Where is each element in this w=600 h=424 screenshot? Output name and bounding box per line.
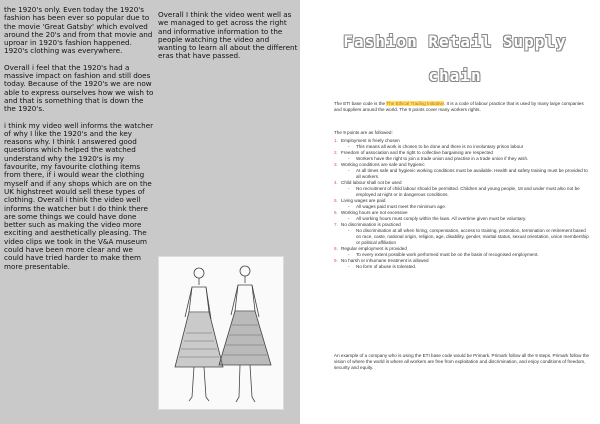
list-item xyxy=(334,138,592,150)
outro-paragraph: An example of a company who is using the ETI base code would be Primark. Primark follow all the 9 steps. Primark follow the vision of where the world is where all workers are free from exploitation and discrimination, and enjoy conditions of freedom, security and equity. xyxy=(334,353,590,370)
eti-link[interactable]: The Ethical Trading Initiative xyxy=(386,101,444,106)
point-title: No harsh or inhumane treatment is allowed xyxy=(341,258,429,263)
list-item xyxy=(334,210,592,222)
point-number: 7. xyxy=(334,222,338,227)
point-number: 1. xyxy=(334,138,338,143)
paragraph: Overall I think the video went well as we managed to get across the right and informative information to the people watching the video and wanting to learn all about the different eras that have passed. xyxy=(158,10,298,61)
point-title: Regular employment is provided xyxy=(341,246,407,251)
list-item xyxy=(334,180,592,198)
page-title: Fashion Retail Supply chain xyxy=(343,32,567,85)
point-detail: - No form of abuse is tolerated. xyxy=(334,264,592,270)
fashion-sketch-image xyxy=(158,256,284,410)
point-number: 5. xyxy=(334,198,338,203)
paragraph: Overall i feel that the 1920's had a massive impact on fashion and still does today. Because of the 1920's we are now able to express ourselves how we wish to and that is something that is down the the 1920's. xyxy=(4,62,154,114)
list-item xyxy=(334,258,592,270)
point-detail: - No discrimination at all when hiring, compensation, access to training, promotion, termination or retirement based on race, caste, national origin, religion, age, disability, gender, marital status, sexual orientation, union membership or political affiliation xyxy=(334,228,592,246)
left-column-2 xyxy=(158,11,298,69)
point-number: 2. xyxy=(334,150,338,155)
intro-text-before: The ETI base code is the xyxy=(334,101,387,106)
point-detail: - At all times safe and hygienic working conditions must be available. Health and safety training must be provided to all workers. xyxy=(334,168,592,180)
point-number: 6. xyxy=(334,210,338,215)
paragraph: the 1920's only. Even today the 1920's fashion has been ever so popular due to the movie 'Great Gatsby' which evolved around the 20's and from that movie and uproar in 1920's fashion happened. 1920's clothing was everywhere. xyxy=(4,5,153,56)
intro-text-after: . It is a code of labour practice that is used by many large companies and suppliers around the world. The 9 points cover many workers rights. xyxy=(334,101,584,112)
point-number: 8. xyxy=(334,246,338,251)
point-detail: - This means all work is chosen to be done and there is no involuntary prison labour xyxy=(334,144,592,150)
point-detail: - All working hours must comply within the laws. All overtime given must be voluntary. xyxy=(334,216,592,222)
point-detail: - No recruitment of child labour should be permitted. Children and young people, 18 and under must also not be employed at night or in dangerous conditions. xyxy=(334,186,592,198)
list-item xyxy=(334,162,592,180)
point-detail: - All wages paid must meet the minimum age. xyxy=(334,204,592,210)
intro-paragraph xyxy=(334,101,592,113)
list-item xyxy=(334,150,592,162)
paragraph: i think my video well informs the watcher of why I like the 1920's and the key reasons why. I think I answered good questions which helped the watched understand why the 1920's is my favourite, my favourite clothing items from there, if i would wear the clothing myself and if any shops which are on the UK highstreet would sell these types of clothing. Overall i think the video well informs the watcher but I do think there are some things we could have done better such as making the video more exciting and aesthetically pleasing. The video clips we took in the V&A museum could have been more clear and we could have tried harder to make them more presentable. xyxy=(4,120,154,271)
point-title: Child labour shall not be used xyxy=(341,180,402,185)
point-title: Living wages are paid xyxy=(341,198,386,203)
point-number: 9. xyxy=(334,258,338,263)
list-item xyxy=(334,246,592,258)
point-title: No discrimination is practiced xyxy=(341,222,401,227)
point-number: 4. xyxy=(334,180,338,185)
point-title: Working conditions are safe and hygienic xyxy=(341,162,425,167)
points-heading: The 9 points are as followed: xyxy=(334,130,393,135)
point-number: 3. xyxy=(334,162,338,167)
point-title: Freedom of association and the right to collective bargaining are respected xyxy=(341,150,493,155)
eti-points-list xyxy=(334,138,592,270)
point-title: Employment is freely chosen xyxy=(341,138,400,143)
list-item xyxy=(334,222,592,246)
point-detail: - Workers have the right to join a trade union and practise in a trade union if they wish. xyxy=(334,156,592,162)
list-item xyxy=(334,198,592,210)
point-detail: - To every extent possible work performed must be on the basis of recognised employment. xyxy=(334,252,592,258)
point-title: Working hours are not excessive xyxy=(341,210,408,215)
left-column-1 xyxy=(4,6,154,279)
